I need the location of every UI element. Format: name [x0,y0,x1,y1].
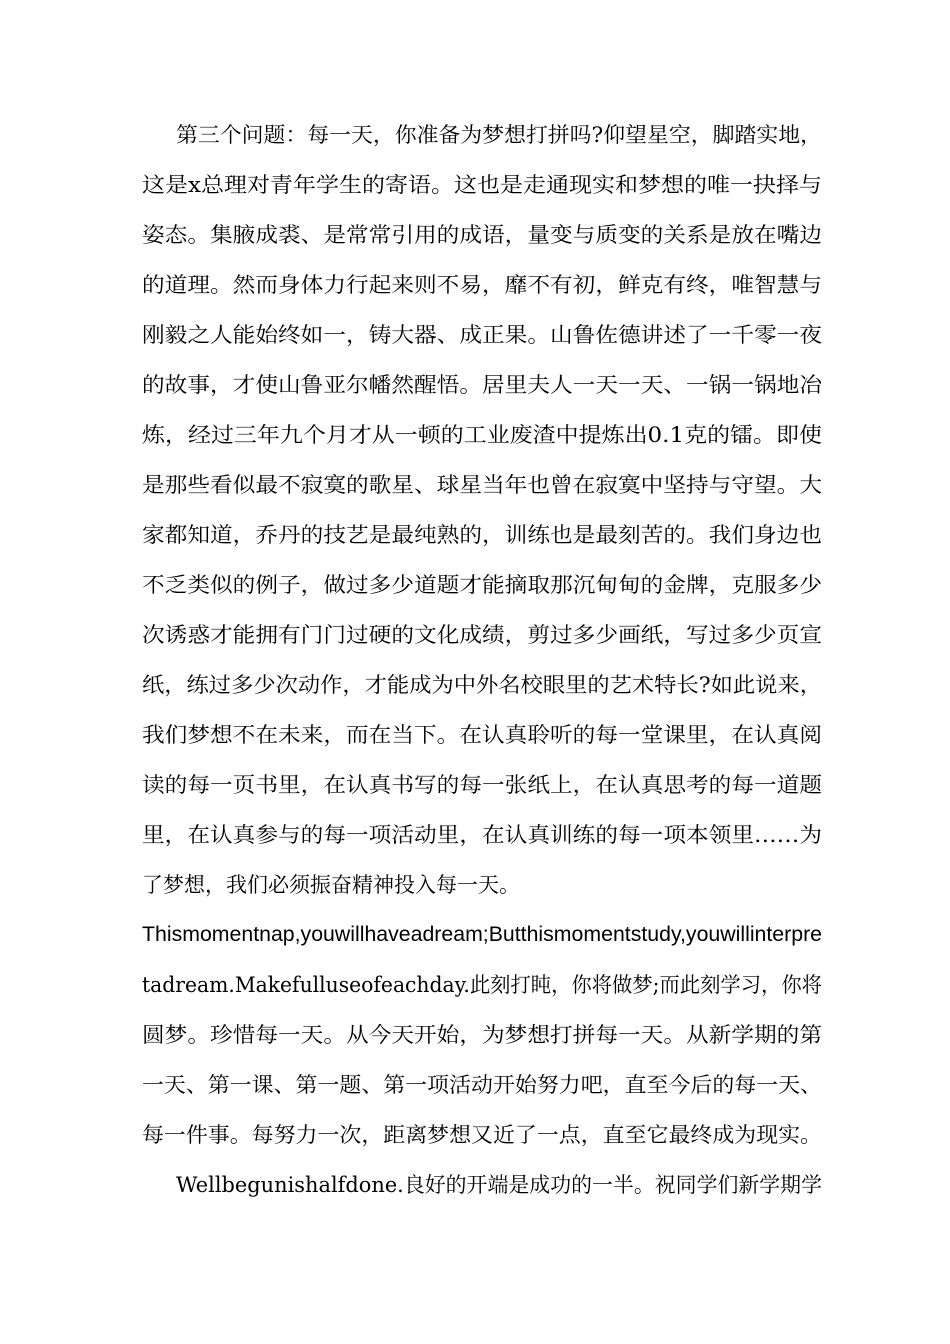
line-text: 姿态。集腋成裘、是常常引用的成语，量变与质变的关系是放在嘴边 [142,223,823,247]
text-line [142,510,822,560]
paragraph-3 [142,1160,822,1210]
text-line [142,1110,822,1160]
text-line [142,610,822,660]
line-text: 第三个问题：每一天，你准备为梦想打拼吗?仰望星空，脚踏实地， [176,123,822,147]
text-line [142,1160,822,1210]
text-line [142,560,822,610]
paragraph-2 [142,910,822,1160]
text-line [142,410,822,460]
text-line [142,860,822,910]
text-line [142,160,822,210]
text-line [142,1010,822,1060]
line-text: 了梦想，我们必须振奋精神投入每一天。 [142,873,520,897]
line-text: 的道理。然而身体力行起来则不易，靡不有初，鲜克有终，唯智慧与 [142,273,823,297]
line-text: 家都知道，乔丹的技艺是最纯熟的，训练也是最刻苦的。我们身边也 [142,523,823,547]
line-text: 是那些看似最不寂寞的歌星、球星当年也曾在寂寞中坚持与守望。大 [142,473,823,497]
line-text: 不乏类似的例子，做过多少道题才能摘取那沉甸甸的金牌，克服多少 [142,573,823,597]
text-line [142,310,822,360]
text-line [142,810,822,860]
line-text: 圆梦。珍惜每一天。从今天开始，为梦想打拼每一天。从新学期的第 [142,1023,823,1047]
text-line [142,110,822,160]
text-line [142,910,822,960]
text-line [142,460,822,510]
line-text: tadream.Makefulluseofeachday.此刻打盹，你将做梦;而此刻学习，你将 [142,973,822,997]
text-line [142,960,822,1010]
line-text: 这是x总理对青年学生的寄语。这也是走通现实和梦想的唯一抉择与 [142,173,822,197]
line-text: 纸，练过多少次动作，才能成为中外名校眼里的艺术特长?如此说来， [142,673,822,697]
line-text: 读的每一页书里，在认真书写的每一张纸上，在认真思考的每一道题 [142,773,823,797]
line-text: 每一件事。每努力一次，距离梦想又近了一点，直至它最终成为现实。 [142,1123,822,1147]
paragraph-1 [142,110,822,910]
document-body [142,110,822,1210]
line-text: 刚毅之人能始终如一，铸大器、成正果。山鲁佐德讲述了一千零一夜 [142,323,823,347]
text-line [142,660,822,710]
text-line [142,710,822,760]
text-line [142,760,822,810]
line-text: 我们梦想不在未来，而在当下。在认真聆听的每一堂课里，在认真阅 [142,723,823,747]
line-text: Wellbegunishalfdone.良好的开端是成功的一半。祝同学们新学期学 [176,1173,822,1197]
line-text: 一天、第一课、第一题、第一项活动开始努力吧，直至今后的每一天、 [142,1073,822,1097]
line-text: 的故事，才使山鲁亚尔幡然醒悟。居里夫人一天一天、一锅一锅地冶 [142,373,823,397]
line-text: 炼，经过三年九个月才从一顿的工业废渣中提炼出0.1克的镭。即使 [142,423,822,447]
text-line [142,260,822,310]
line-text: 里，在认真参与的每一项活动里，在认真训练的每一项本领里……为 [142,823,823,847]
text-line [142,360,822,410]
line-text: Thismomentnap,youwillhaveadream;Butthismomentstudy,youwillinterpre [142,923,822,946]
text-line [142,210,822,260]
line-text: 次诱惑才能拥有门门过硬的文化成绩，剪过多少画纸，写过多少页宣 [142,623,823,647]
text-line [142,1060,822,1110]
